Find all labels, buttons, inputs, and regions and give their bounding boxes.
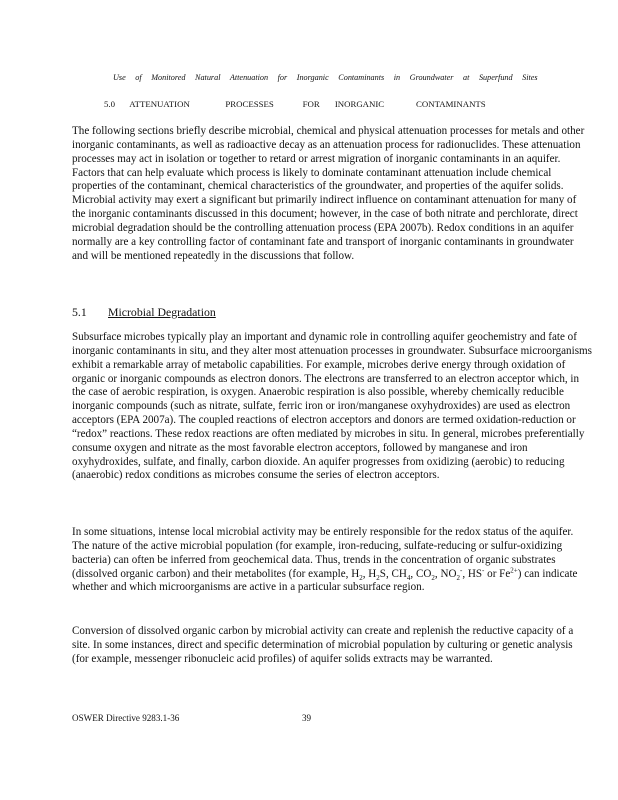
section-number: 5.0: [104, 99, 115, 109]
section-title-word: PROCESSES: [225, 99, 274, 109]
chem-formula: , NO: [434, 567, 457, 580]
section-title-word: FOR: [302, 99, 320, 109]
superscript: -: [482, 565, 485, 574]
chem-formula: , CO: [410, 567, 432, 580]
chem-formula: , HS: [462, 567, 483, 580]
running-header: Use of Monitored Natural Attenuation for Inorganic Contaminants in Groundwater at Superfund Sites: [113, 73, 538, 82]
subscript: 2: [456, 573, 460, 582]
chem-formula: H: [368, 567, 377, 580]
subscript: 2: [376, 573, 380, 582]
paragraph-text: In some situations, intense local microbial activity may be entirely responsible for the redox status of the aquifer. The nature of the active microbial population (for example, iron-reducing, sulfate-reducing or sulfur-oxidizing bacteria) can often be inferred from geochemical data. Thus, trends in the concentration of organic substrates (dissolved organic carbon) and their metabolites (for example, H: [72, 526, 574, 580]
subscript: 4: [406, 573, 411, 582]
subscript: 2: [431, 573, 435, 582]
paragraph-intro: The following sections briefly describe microbial, chemical and physical attenuation processes for metals and other inorganic contaminants, as well as radioactive decay as an attenuation process for radionuclides. These attenuation processes may act in isolation or together to retard or arrest migration of inorganic contaminants in an aquifer. Factors that can help evaluate which process is likely to dominate contaminant attenuation include chemical properties of the contaminant, chemical characteristics of the groundwater, and properties of the aquifer solids. Microbial activity may exert a significant but primarily indirect influence on contaminant attenuation for many of the inorganic contaminants discussed in this document; however, in the case of both nitrate and perchlorate, direct microbial degradation should be the controlling attenuation process (EPA 2007b). Redox conditions in an aquifer normally are a key controlling factor of contaminant fate and transport of inorganic contaminants in groundwater and will be mentioned repeatedly in the discussions that follow.: [72, 125, 585, 262]
section-title-word: INORGANIC: [334, 99, 385, 109]
paragraph-microbes: Subsurface microbes typically play an important and dynamic role in controlling aquifer geochemistry and fate of inorganic contaminants in situ, and they alter most attenuation processes in groundwater. Subsurface microorganisms exhibit a remarkable array of metabolic capabilities. For example, microbes derive energy through oxidation of organic or inorganic compounds as electron donors. The electrons are transferred to an electron acceptor which, in the case of aerobic respiration, is oxygen. Anaerobic respiration is also possible, whereby chemically reducible inorganic compounds (such as nitrate, sulfate, ferric iron or iron/manganese oxyhydroxides) are used as electron acceptors (EPA 2007a). The coupled reactions of electron acceptors and donors are termed oxidation-reduction or “redox” reactions. These redox reactions are often mediated by microbes in situ. In general, microbes preferentially consume oxygen and nitrate as the most favorable electron acceptors, followed by manganese and iron oxyhydroxides, sulfate, and finally, carbon dioxide. An aquifer progresses from oxidizing (aerobic) to reducing (anaerobic) redox conditions as microbes consume the series of electron acceptors.: [72, 331, 592, 482]
paragraph-redox-status: In some situations, intense local microbial activity may be entirely responsible for the redox status of the aquifer. The nature of the active microbial population (for example, iron-reducing, sulfate-reducing or sulfur-oxidizing bacteria) can often be inferred from geochemical data. Thus, trends in the concentration of organic substrates (dissolved organic carbon) and their metabolites (for example, $H_2$, $H_2S$, $CH_4$, $CO_2$, $NO_2^-$, HS- or $Fe^{2+}$) can indicate whether and which microorganisms are active in a particular subsurface region.: [72, 526, 578, 594]
paragraph-text: ) can indicate whether and which microorganisms are active in a particular subsurface region.: [72, 567, 578, 594]
chem-formula: or Fe: [484, 567, 511, 580]
subscript: 2: [359, 573, 363, 582]
subsection-heading: [72, 305, 216, 320]
section-heading: [104, 99, 486, 109]
section-title-word: ATTENUATION: [129, 99, 190, 109]
chem-formula: S, CH: [379, 567, 407, 580]
section-title-word: CONTAMINANTS: [416, 99, 486, 109]
subsection-number: 5.1: [72, 305, 87, 319]
subsection-title: Microbial Degradation: [108, 305, 216, 319]
page-number: 39: [302, 713, 312, 723]
superscript: 2+: [510, 565, 518, 574]
superscript: -: [459, 565, 463, 574]
footer-directive: OSWER Directive 9283.1-36: [72, 713, 180, 723]
paragraph-conversion: Conversion of dissolved organic carbon by microbial activity can create and replenish the reductive capacity of a site. In some instances, direct and specific determination of microbial population by culturing or genetic analysis (for example, messenger ribonucleic acid profiles) of aquifer solids extracts may be warranted.: [72, 625, 574, 665]
